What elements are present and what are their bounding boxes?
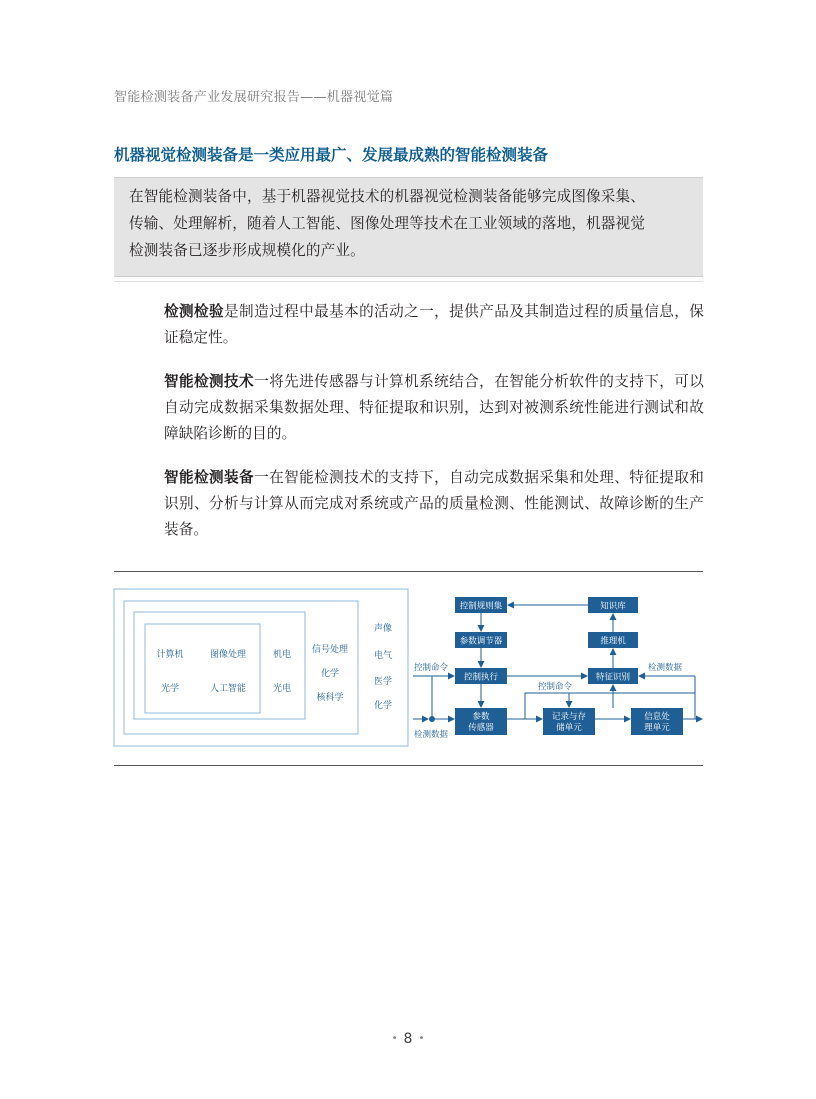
- ring4-label: 声像: [373, 624, 393, 634]
- paragraph-text: 一在智能检测技术的支持下，自动完成数据采集和处理、特征提取和识别、分析与计算从而完成对系统或产品的质量检测、性能测试、故障诊断的生产装备。: [164, 469, 704, 538]
- figure: [110, 585, 710, 759]
- paragraph-inspection: [164, 299, 704, 351]
- box-label: 知识库: [600, 601, 626, 612]
- ring3-label: 信号处理: [311, 645, 349, 655]
- box-label: 参数: [472, 712, 490, 722]
- core-label: 人工智能: [209, 684, 247, 694]
- box-label: 特征识别: [595, 672, 631, 683]
- flow-label-detect-data: 检测数据: [414, 730, 449, 740]
- summary-line: 检测装备已逐步形成规模化的产业。: [129, 242, 365, 259]
- ring-4: [124, 601, 358, 734]
- discipline-nested-diagram: [114, 589, 408, 746]
- ring3-label: 核科学: [316, 693, 344, 703]
- core-label: 光学: [160, 684, 180, 694]
- ring2-label: 光电: [272, 684, 292, 694]
- box-label: 控制执行: [463, 672, 499, 683]
- box-label: 参数调节器: [459, 636, 503, 647]
- detection-flow-diagram: [413, 597, 702, 740]
- box-label: 推理机: [600, 636, 626, 647]
- figure-bottom-rule: [114, 765, 703, 766]
- box-label: 传感器: [468, 723, 494, 733]
- summary-callout: [114, 177, 703, 277]
- ring4-label: 电气: [373, 651, 393, 661]
- ring3-label: 化学: [320, 669, 340, 679]
- outer-frame: [114, 589, 408, 746]
- paragraph-text: 一将先进传感器与计算机系统结合，在智能分析软件的支持下，可以自动完成数据采集数据处理、特征提取和识别，达到对被测系统性能进行测试和故障缺陷诊断的目的。: [164, 373, 704, 442]
- flow-label-control-cmd: 控制命令: [414, 663, 449, 673]
- core-label: 图像处理: [209, 650, 247, 660]
- running-header: 智能检测装备产业发展研究报告——机器视觉篇: [114, 90, 394, 105]
- ring2-label: 机电: [272, 650, 292, 660]
- inner-core: [145, 624, 260, 713]
- box-label: 控制规则集: [459, 601, 503, 612]
- paragraph-intelligent-equipment: [164, 465, 704, 543]
- box-label: 储单元: [556, 723, 582, 733]
- summary-underline: [114, 281, 703, 282]
- term-intelligent-equipment: 智能检测装备: [164, 469, 255, 486]
- flow-label-control-cmd: 控制命令: [538, 682, 573, 692]
- box-label: 理单元: [644, 723, 670, 733]
- summary-line: 在智能检测装备中，基于机器视觉技术的机器视觉检测装备能够完成图像采集、: [129, 188, 646, 205]
- paragraph-text: 是制造过程中最基本的活动之一，提供产品及其制造过程的质量信息，保证稳定性。: [164, 303, 705, 346]
- box-label: 信息处: [644, 712, 670, 722]
- summary-line: 传输、处理解析，随着人工智能、图像处理等技术在工业领域的落地，机器视觉: [129, 215, 646, 232]
- box-label: 记录与存: [551, 712, 587, 722]
- ring4-label: 医学: [373, 677, 393, 687]
- page-dot: •: [391, 1033, 398, 1044]
- figure-top-rule: [114, 571, 703, 572]
- ring4-label: 化学: [373, 701, 393, 711]
- flow-label-detect-data: 检测数据: [648, 663, 683, 673]
- term-inspection: 检测检验: [164, 303, 225, 320]
- ring-3: [134, 612, 305, 719]
- paragraph-intelligent-tech: [164, 369, 704, 447]
- page-number-value: 8: [403, 1031, 413, 1047]
- page-dot: •: [418, 1033, 425, 1044]
- section-title: 机器视觉检测装备是一类应用最广、发展最成熟的智能检测装备: [114, 146, 549, 164]
- term-intelligent-tech: 智能检测技术: [164, 373, 255, 390]
- figure-diagram: [110, 585, 710, 755]
- core-label: 计算机: [156, 650, 184, 660]
- page-number: [0, 1031, 816, 1047]
